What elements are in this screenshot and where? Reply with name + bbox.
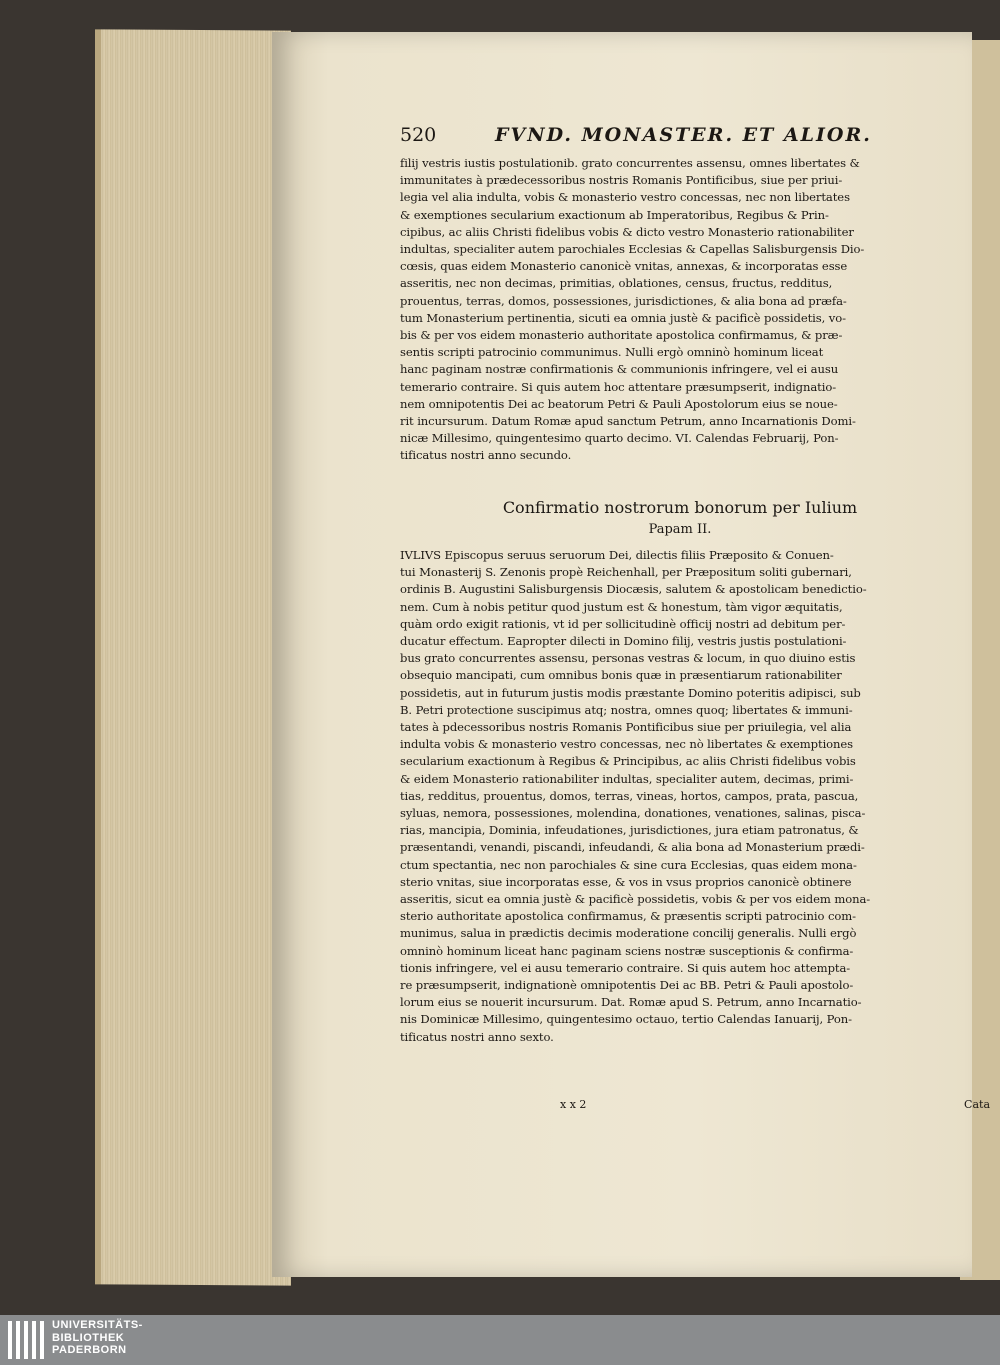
text-line: ducatur effectum. Eapropter dilecti in Domino filij, vestris justis postulationi- (400, 634, 847, 649)
text-line: sterio vnitas, siue incorporatas esse, & vos in vsus proprios canonicè obtinere (400, 874, 852, 889)
text-line: tias, redditus, prouentus, domos, terras, vineas, hortos, campos, prata, pascua, (400, 788, 859, 803)
text-line: bus grato concurrentes assensu, personas vestras & locum, in quo diuino estis (400, 651, 856, 666)
text-line: tum Monasterium pertinentia, sicuti ea omnia justè & pacificè possidetis, vo- (400, 310, 846, 325)
institution-line-1: UNIVERSITÄTS- (52, 1319, 143, 1331)
text-line: bis & per vos eidem monasterio authoritate apostolica confirmamus, & præ- (400, 328, 843, 343)
institution-line-3: PADERBORN (52, 1344, 127, 1356)
catchword: Cata (964, 1098, 990, 1111)
text-line: asseritis, sicut ea omnia justè & pacificè possidetis, vobis & per vos eidem mona- (400, 892, 871, 907)
text-line: re præsumpserit, indignationè omnipotentis Dei ac BB. Petri & Pauli apostolo- (400, 978, 854, 993)
page-number: 520 (400, 124, 437, 146)
text-line: sterio authoritate apostolica confirmamus, & præsentis scripti patrocinio com- (400, 909, 856, 924)
page-header (400, 124, 960, 150)
running-title: FVND. MONASTER. ET ALIOR. (495, 124, 872, 146)
text-block-1 (400, 155, 960, 465)
text-line: nem omnipotentis Dei ac beatorum Petri & Pauli Apostolorum eius se noue- (400, 396, 838, 411)
text-line: tates à pdecessoribus nostris Romanis Pontificibus siue per priuilegia, vel alia (400, 720, 852, 735)
text-line: munimus, salua in prædictis decimis moderatione concilij generalis. Nulli ergò (400, 926, 857, 941)
text-line: filij vestris iustis postulationib. grato concurrentes assensu, omnes libertates & (400, 156, 860, 170)
text-line: cipibus, ac aliis Christi fidelibus vobis & dicto vestro Monasterio rationabiliter (400, 224, 854, 239)
institution-name (52, 1319, 143, 1357)
book-page-edges (95, 29, 291, 1285)
text-line: tificatus nostri anno secundo. (400, 448, 572, 463)
text-line: lorum eius se nouerit incursurum. Dat. Romæ apud S. Petrum, anno Incarnatio- (400, 995, 862, 1010)
text-line: rias, mancipia, Dominia, infeudationes, jurisdictiones, jura etiam patronatus, & (400, 823, 859, 838)
text-line: cœsis, quas eidem Monasterio canonicè vnitas, annexas, & incorporatas esse (400, 259, 848, 274)
text-line: tificatus nostri anno sexto. (400, 1029, 554, 1044)
text-line: hanc paginam nostræ confirmationis & communionis infringere, vel ei ausu (400, 362, 839, 377)
text-line: ordinis B. Augustini Salisburgensis Diocæsis, salutem & apostolicam benedictio- (400, 582, 867, 597)
library-footer-bar (0, 1315, 1000, 1365)
signature-mark: x x 2 (560, 1098, 587, 1111)
book-page (272, 32, 990, 1277)
text-line: quàm ordo exigit rationis, vt id per sollicitudinè officij nostri ad debitum per- (400, 616, 846, 631)
text-line: nicæ Millesimo, quingentesimo quarto decimo. VI. Calendas Februarij, Pon- (400, 431, 839, 446)
text-line: ctum spectantia, nec non parochiales & sine cura Ecclesias, quas eidem mona- (400, 857, 857, 872)
text-line: nis Dominicæ Millesimo, quingentesimo octauo, tertio Calendas Ianuarij, Pon- (400, 1012, 852, 1027)
text-line: nem. Cum à nobis petitur quod justum est & honestum, tàm vigor æquitatis, (400, 599, 843, 614)
text-line: obsequio mancipati, cum omnibus bonis quæ in præsentiarum rationabiliter (400, 668, 842, 683)
text-line: tui Monasterij S. Zenonis propè Reichenhall, per Præpositum soliti gubernari, (400, 565, 852, 580)
text-line: & eidem Monasterio rationabiliter indultas, specialiter autem, decimas, primi- (400, 771, 854, 786)
text-line: possidetis, aut in futurum justis modis præstante Domino poteritis adipisci, sub (400, 685, 861, 700)
library-logo-icon (8, 1321, 44, 1359)
text-line: IVLIVS Episcopus seruus seruorum Dei, dilectis filiis Præposito & Conuen- (400, 548, 834, 562)
text-line: temerario contraire. Si quis autem hoc attentare præsumpserit, indignatio- (400, 379, 837, 394)
text-line: indulta vobis & monasterio vestro concessas, nec nò libertates & exemptiones (400, 737, 854, 752)
text-line: asseritis, nec non decimas, primitias, oblationes, census, fructus, redditus, (400, 276, 833, 291)
text-line: B. Petri protectione suscipimus atq; nostra, omnes quoq; libertates & immuni- (400, 702, 853, 717)
text-line: & exemptiones secularium exactionum ab Imperatoribus, Regibus & Prin- (400, 207, 829, 222)
text-block-2 (400, 547, 960, 1046)
institution-line-2: BIBLIOTHEK (52, 1331, 125, 1344)
text-line: prouentus, terras, domos, possessiones, jurisdictiones, & alia bona ad præfa- (400, 293, 847, 308)
text-line: omninò hominum liceat hanc paginam sciens nostræ susceptionis & confirma- (400, 943, 854, 958)
text-line: rit incursurum. Datum Romæ apud sanctum Petrum, anno Incarnationis Domi- (400, 414, 856, 429)
text-line: immunitates à prædecessoribus nostris Romanis Pontificibus, siue per priui- (400, 173, 843, 188)
text-line: secularium exactionum à Regibus & Principibus, ac aliis Christi fidelibus vobis (400, 754, 856, 769)
text-line: tionis infringere, vel ei ausu temerario contraire. Si quis autem hoc attempta- (400, 960, 851, 975)
section-title-line-2: Papam II. (648, 522, 712, 537)
text-line: legia vel alia indulta, vobis & monasterio vestro concessas, nec non libertates (400, 190, 850, 205)
section-title: Confirmatio nostrorum bonorum per Iulium (502, 498, 858, 517)
text-line: indultas, specialiter autem parochiales Ecclesias & Capellas Salisburgensis Dio- (400, 242, 865, 257)
text-line: sentis scripti patrocinio communimus. Nulli ergò omninò hominum liceat (400, 345, 824, 360)
text-line: syluas, nemora, possessiones, molendina, donationes, venationes, salinas, pisca- (400, 806, 866, 821)
text-line: præsentandi, venandi, piscandi, infeudandi, & alia bona ad Monasterium prædi- (400, 840, 865, 855)
